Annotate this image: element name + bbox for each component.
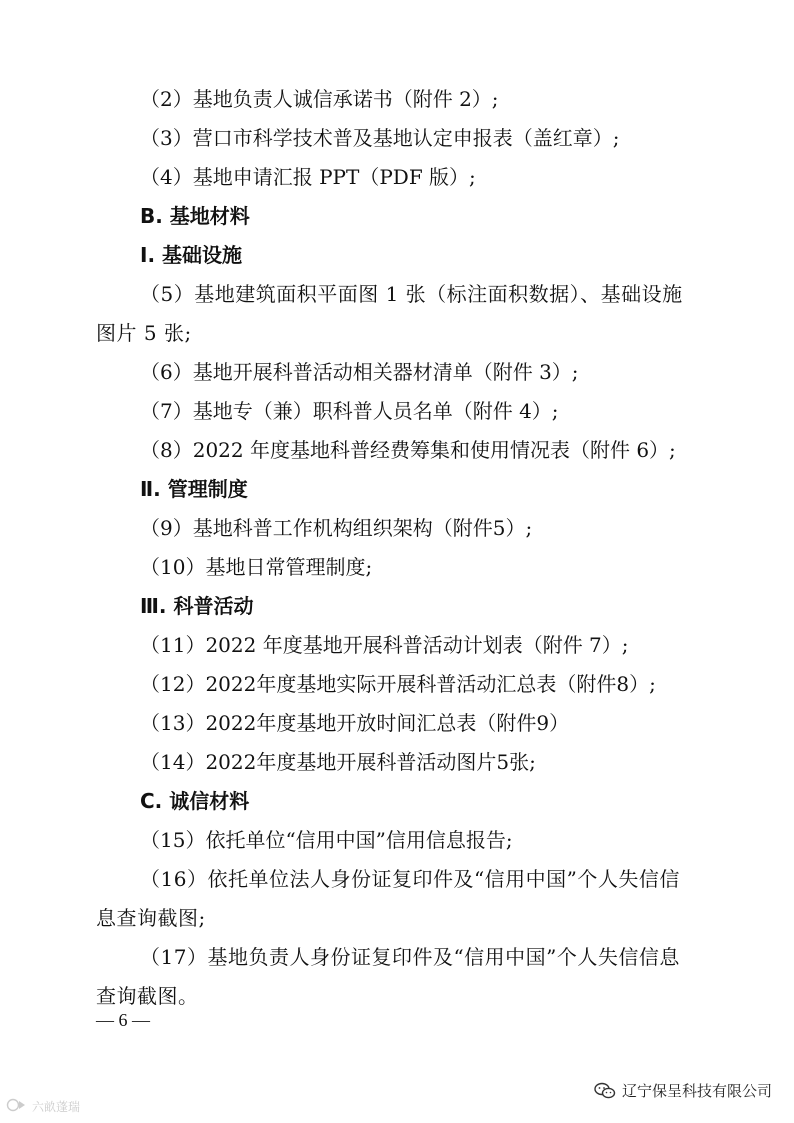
section-b-heading: B. 基地材料 [140,204,250,228]
item-16: （16）依托单位法人身份证复印件及“信用中国”个人失信信息查询截图; [96,867,680,930]
corner-watermark [6,1098,80,1115]
item-10: （10）基地日常管理制度; [140,555,373,579]
item-5: （5）基地建筑面积平面图 1 张（标注面积数据）、基础设施图片 5 张; [96,282,683,345]
item-4: （4）基地申请汇报 PPT（PDF 版）; [140,165,476,189]
item-9: （9）基地科普工作机构组织架构（附件5）; [140,516,533,540]
watermark-text: 辽宁保呈科技有限公司 [621,1082,772,1100]
item-6: （6）基地开展科普活动相关器材清单（附件 3）; [140,360,579,384]
document-body [96,80,696,1016]
section-c-heading: C. 诚信材料 [140,789,250,813]
item-3: （3）营口市科学技术普及基地认定申报表（盖红章）; [140,126,620,150]
item-17: （17）基地负责人身份证复印件及“信用中国”个人失信信息查询截图。 [96,945,680,1008]
subsection-3-heading: Ⅲ. 科普活动 [140,594,254,618]
item-2: （2）基地负责人诚信承诺书（附件 2）; [140,87,499,111]
item-13: （13）2022年度基地开放时间汇总表（附件9） [140,711,570,735]
wechat-icon [594,1082,616,1100]
item-7: （7）基地专（兼）职科普人员名单（附件 4）; [140,399,559,423]
corner-logo-icon [6,1098,28,1115]
subsection-1-heading: Ⅰ. 基础设施 [140,243,243,267]
item-15: （15）依托单位“信用中国”信用信息报告; [140,828,513,852]
subsection-2-heading: Ⅱ. 管理制度 [140,477,248,501]
page-number: — 6 — [96,1010,150,1030]
item-8: （8）2022 年度基地科普经费筹集和使用情况表（附件 6）; [140,438,676,462]
item-12: （12）2022年度基地实际开展科普活动汇总表（附件8）; [140,672,656,696]
account-watermark [594,1080,772,1101]
item-14: （14）2022年度基地开展科普活动图片5张; [140,750,536,774]
corner-watermark-text: 六畝蓬瑞 [32,1100,81,1114]
item-11: （11）2022 年度基地开展科普活动计划表（附件 7）; [140,633,629,657]
